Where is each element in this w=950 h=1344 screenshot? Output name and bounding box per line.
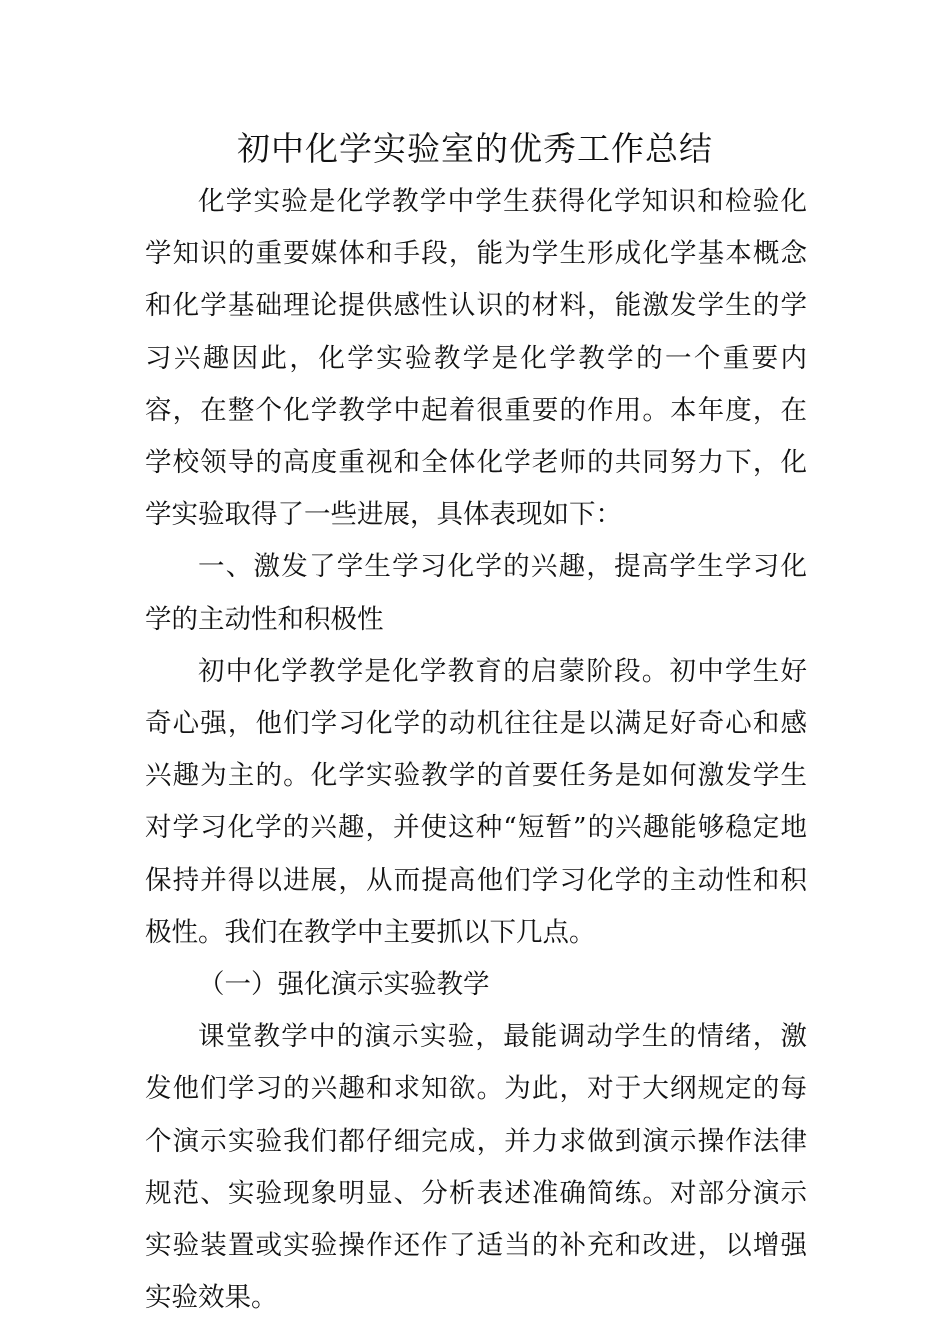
- intro-paragraph: 化学实验是化学教学中学生获得化学知识和检验化学知识的重要媒体和手段，能为学生形成化学基本概念和化学基础理论提供感性认识的材料，能激发学生的学习兴趣因此，化学实验教学是化学教学的一个重要内容，在整个化学教学中起着很重要的作用。本年度，在学校领导的高度重视和全体化学老师的共同努力下，化学实验取得了一些进展，具体表现如下：: [145, 186, 807, 531]
- section-heading-one: 一、激发了学生学习化学的兴趣，提高学生学习化学的主动性和积极性: [145, 551, 807, 635]
- subsection-heading: （一）强化演示实验教学: [198, 969, 490, 1001]
- body-paragraph: 课堂教学中的演示实验，最能调动学生的情绪，激发他们学习的兴趣和求知欲。为此，对于大纲规定的每个演示实验我们都仔细完成，并力求做到演示操作法律规范、实验现象明显、分析表述准确简练。对部分演示实验装置或实验操作还作了适当的补充和改进，以增强实验效果。: [145, 1021, 807, 1314]
- document-title: 初中化学实验室的优秀工作总结: [237, 129, 713, 168]
- document-body: [145, 176, 807, 1324]
- body-paragraph: 初中化学教学是化学教育的启蒙阶段。初中学生好奇心强，他们学习化学的动机往往是以满足好奇心和感兴趣为主的。化学实验教学的首要任务是如何激发学生对学习化学的兴趣，并使这种“短暂”的兴趣能够稳定地保持并得以进展，从而提高他们学习化学的主动性和积极性。我们在教学中主要抓以下几点。: [145, 655, 807, 948]
